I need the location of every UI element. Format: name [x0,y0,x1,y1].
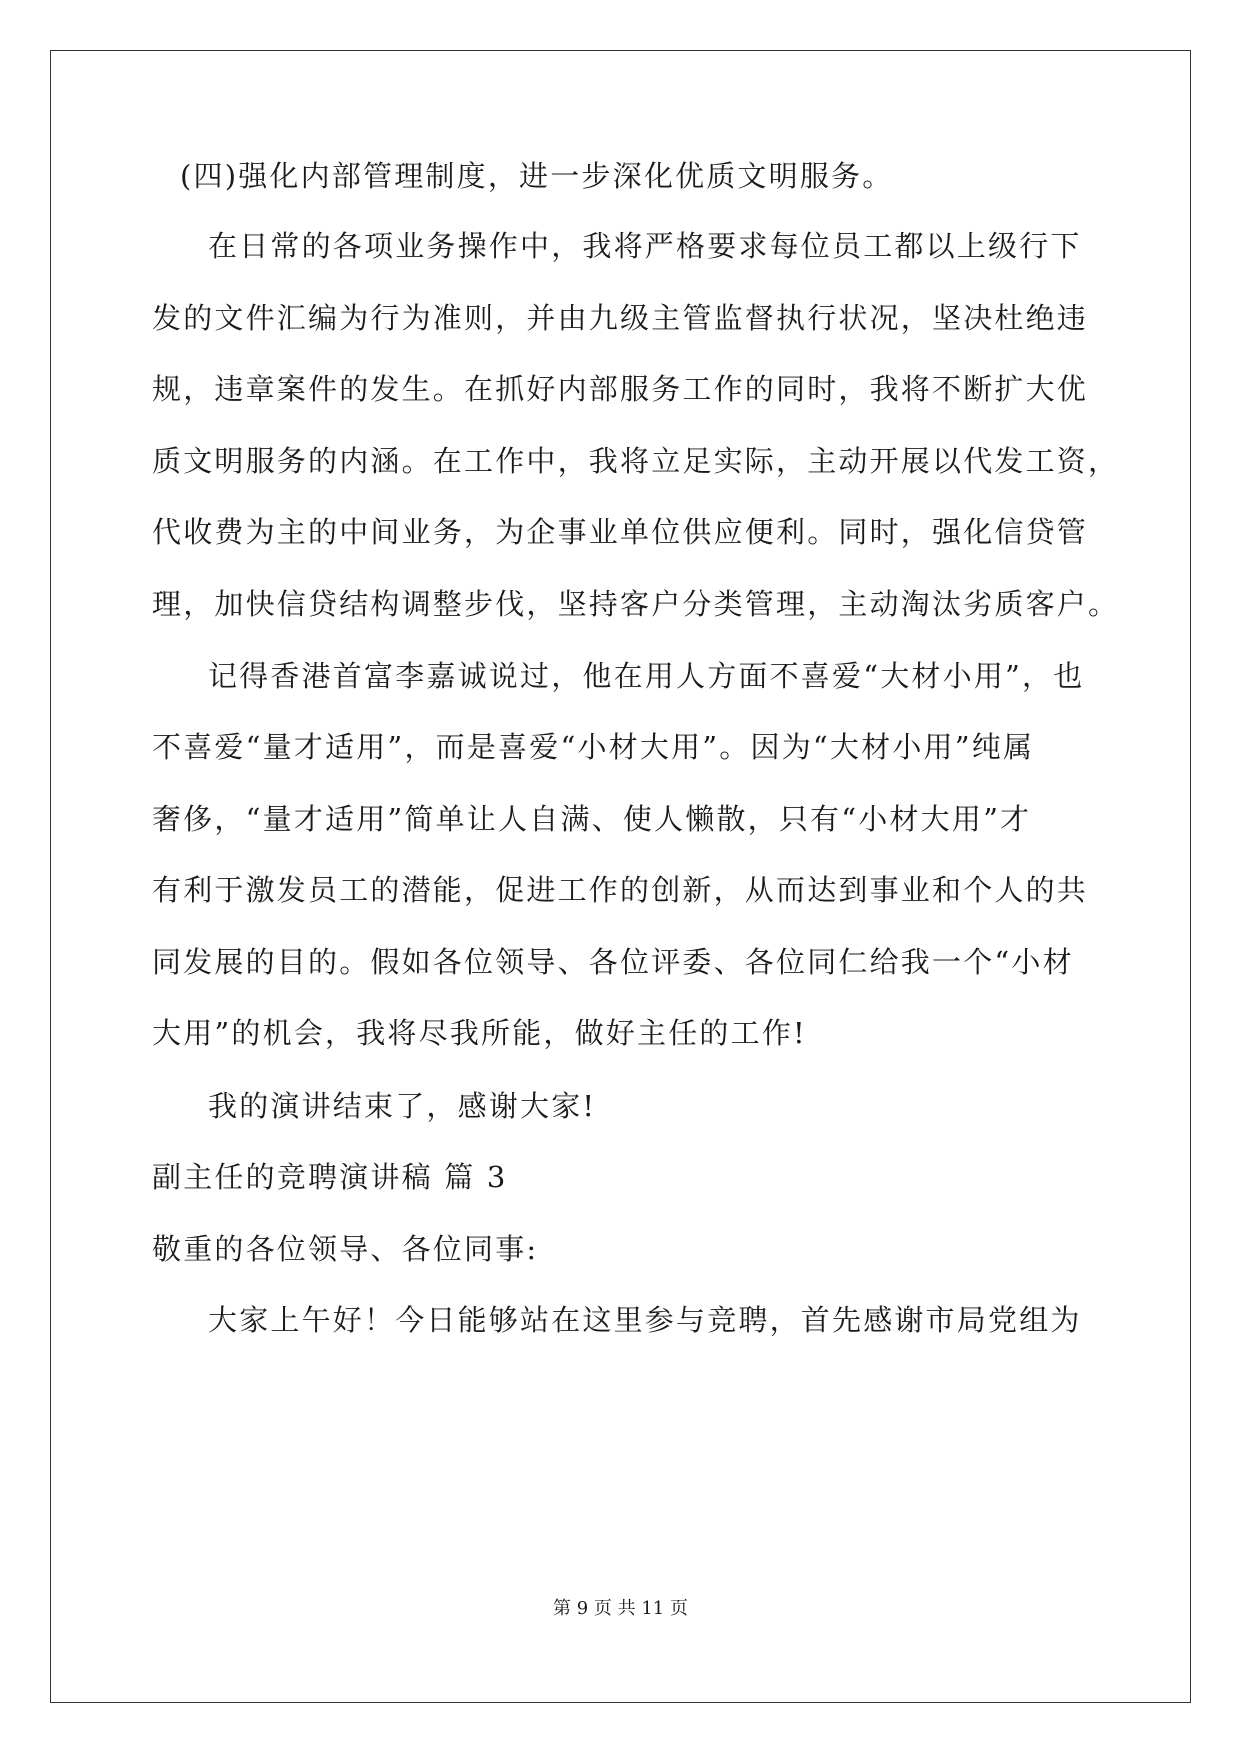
paragraph-line: (四)强化内部管理制度，进一步深化优质文明服务。 [180,159,894,193]
paragraph-line: 质文明服务的内涵。在工作中，我将立足实际，主动开展以代发工资， [152,444,1120,478]
paragraph-line: 同发展的目的。假如各位领导、各位评委、各位同仁给我一个“小材 [152,945,1074,979]
paragraph-line: 有利于激发员工的潜能，促进工作的创新，从而达到事业和个人的共 [152,873,1089,907]
paragraph-line: 发的文件汇编为行为准则，并由九级主管监督执行状况，坚决杜绝违 [152,301,1089,335]
section-heading: 副主任的竞聘演讲稿 篇 3 [152,1160,508,1194]
paragraph-line: 规，违章案件的发生。在抓好内部服务工作的同时，我将不断扩大优 [152,372,1089,406]
paragraph-line: 不喜爱“量才适用”，而是喜爱“小材大用”。因为“大材小用”纯属 [152,730,1035,764]
paragraph-line: 大用”的机会，我将尽我所能，做好主任的工作! [152,1016,807,1050]
paragraph-line: 记得香港首富李嘉诚说过，他在用人方面不喜爱“大材小用”，也 [208,659,1085,693]
page-footer: 第 9 页 共 11 页 [553,1598,688,1619]
paragraph-line: 大家上午好！今日能够站在这里参与竞聘，首先感谢市局党组为 [208,1303,1082,1337]
paragraph-line: 奢侈，“量才适用”简单让人自满、使人懒散，只有“小材大用”才 [152,802,1032,836]
paragraph-line: 理，加快信贷结构调整步伐，坚持客户分类管理，主动淘汰劣质客户。 [152,587,1120,621]
salutation: 敬重的各位领导、各位同事: [152,1232,539,1266]
paragraph-line: 我的演讲结束了，感谢大家! [208,1089,597,1123]
paragraph-line: 代收费为主的中间业务，为企事业单位供应便利。同时，强化信贷管 [152,515,1089,549]
paragraph-line: 在日常的各项业务操作中，我将严格要求每位员工都以上级行下 [208,229,1082,263]
